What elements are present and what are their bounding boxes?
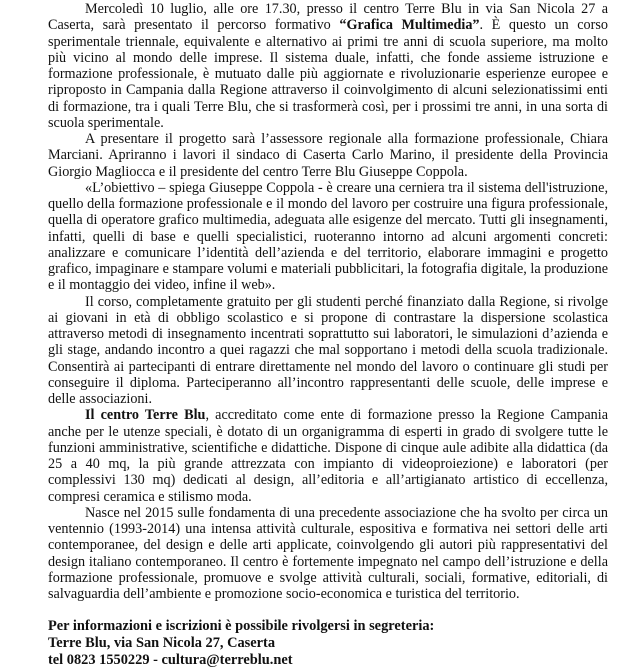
paragraph-text: Mercoledì 10 luglio, alle ore 17.30, presso il centro Terre Blu in via San Nicola 27 a Caserta, sarà presentato il percorso formativo	[48, 1, 608, 34]
contact-email-link[interactable]: cultura@terreblu.net	[161, 652, 293, 669]
contact-intro: Per informazioni e iscrizioni è possibile rivolgersi in segreteria:	[48, 618, 435, 635]
paragraph-presenters	[48, 131, 608, 180]
paragraph-text: «L’obiettivo – spiega Giuseppe Coppola - è creare una cerniera tra il sistema dell'istruzione, quello della formazione professionale e il mondo del lavoro per costruire una figura professionale, quella di operatore grafico multimedia, adeguata alle esigenze del mercato. Tutti gli insegnamenti, infatti, quelli di base e quelli specialistici, ruoteranno intorno ad alcuni argomenti concreti: analizzare e comunicare l’identità dell’azienda e del territorio, elaborare immagini e progetto grafico, impaginare e stampare volumi e materiali pubblicitari, la fotografia digitale, la produzione e il montaggio dei video, infine il web».	[48, 179, 608, 294]
press-release-document	[48, 1, 608, 669]
center-name: Il centro Terre Blu	[85, 407, 206, 424]
contact-phone-email	[48, 652, 608, 669]
course-title: “Grafica Multimedia”	[339, 17, 480, 34]
paragraph-quote	[48, 180, 608, 294]
paragraph-text: . È questo un corso sperimentale triennale, equivalente e alternativo ai primi tre anni di scuola superiore, ma molto più vicino al mondo delle imprese. Il sistema duale, infatti, che fonde assieme istruzione e formazione professionale, è mutuato dalle più aggiornate e rivoluzionarie esperienze europee e riproposto in Campania dalla Regione attraverso il coinvolgimento di alcuni selezionatissimi enti di formazione, tra i quali Terre Blu, che si trasformerà così, per i prossimi tre anni, in una sorta di scuola sperimentale.	[48, 17, 608, 131]
paragraph-course-details	[48, 294, 608, 408]
paragraph-center-description	[48, 407, 608, 505]
paragraph-text: A presentare il progetto sarà l’assessore regionale alla formazione professionale, Chiara Marciani. Apriranno i lavori il sindaco di Caserta Carlo Marino, il presidente della Provincia Giorgio Magliocca e il presidente del centro Terre Blu Giuseppe Coppola.	[48, 131, 608, 180]
contact-info	[48, 618, 608, 669]
paragraph-text: , accreditato come ente di formazione presso la Regione Campania anche per le utenze speciali, è dotato di un organigramma di esperti in grado di svolgere tutte le funzioni amministrative, scientifiche e didattiche. Dispone di cinque aule adibite alla didattica (da 25 a 40 mq, la più grande attrezzata con impianto di videoproiezione) e laboratori (per complessivi 130 mq) dedicati al design, all’editoria e all’artigianato artistico di eccellenza, compresi ceramica e stilismo moda.	[48, 407, 609, 505]
paragraph-event-announcement	[48, 1, 608, 131]
paragraph-text: Il corso, completamente gratuito per gli studenti perché finanziato dalla Regione, si rivolge ai giovani in età di obbligo scolastico e si propone di contrastare la dispersione scolastica attraverso metodi di insegnamento incentrati soprattutto sui laboratori, le simulazioni d’azienda e gli stage, andando incontro a quei ragazzi che mal sopportano i metodi della scuola tradizionale. Consentirà ai partecipanti di entrare direttamente nel mondo del lavoro o continuare gli studi per conseguire il diploma. Parteciperanno all’incontro rappresentanti delle scuole, delle imprese e delle associazioni.	[48, 293, 608, 407]
paragraph-center-history	[48, 505, 608, 603]
paragraph-text: Nasce nel 2015 sulle fondamenta di una precedente associazione che ha svolto per circa un ventennio (1993-2014) una intensa attività culturale, espositiva e formativa nei settori delle arti contemporanee, del design e delle arti applicate, coinvolgendo gli autori più rappresentativi del design italiano contemporaneo. Il centro è fortemente impegnato nel campo dell’istruzione e della formazione professionale, promuove e svolge attività culturali, sociali, formative, editoriali, di salvaguardia dell’ambiente e promozione socio-economica e turistica del territorio.	[48, 504, 608, 602]
contact-phone: tel 0823 1550229 -	[48, 652, 162, 669]
contact-address: Terre Blu, via San Nicola 27, Caserta	[48, 635, 276, 652]
